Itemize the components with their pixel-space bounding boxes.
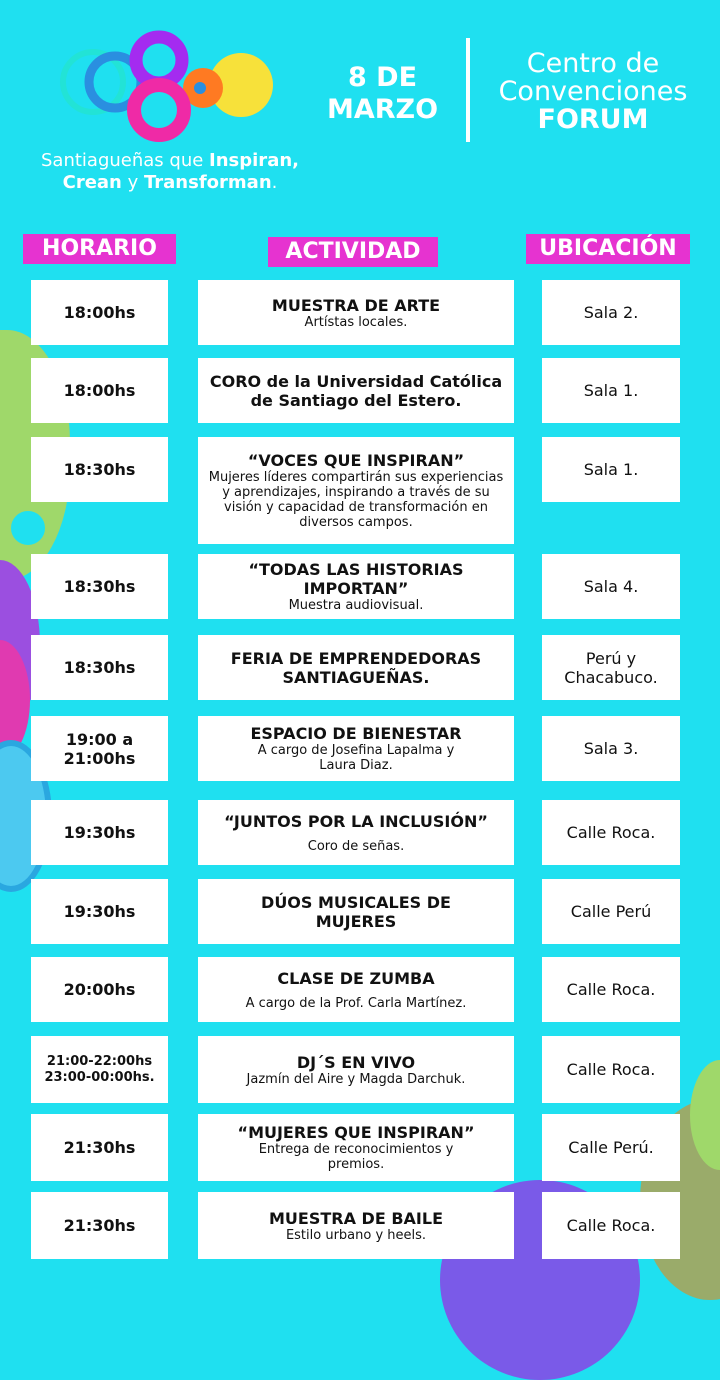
activity-title: CLASE DE ZUMBA <box>277 968 435 988</box>
schedule-activity <box>198 1036 514 1103</box>
activity-title: FERIA DE EMPRENDEDORAS SANTIAGUEÑAS. <box>230 648 482 687</box>
venue: Centro de Convenciones FORUM <box>498 48 688 135</box>
bg-circle-ring <box>5 505 51 551</box>
activity-title: ESPACIO DE BIENESTAR <box>250 724 462 743</box>
activity-subtitle: Mujeres líderes compartirán sus experiencias y aprendizajes, inspirando a través de su visión y capacidad de transformación en diversos campos. <box>208 470 504 530</box>
schedule-time <box>31 879 168 944</box>
tagline: Santiagueñas que Inspiran, Crean y Transforman. <box>41 150 299 193</box>
location-text: Calle Roca. <box>566 823 656 842</box>
location-text: Sala 3. <box>583 739 639 758</box>
schedule-location <box>542 879 680 944</box>
schedule-activity <box>198 800 514 865</box>
schedule-time-text: 18:00hs <box>63 381 136 400</box>
schedule-time-text: 21:00-22:00hs 23:00-00:00hs. <box>44 1053 155 1085</box>
schedule-time-text: 18:00hs <box>63 303 136 322</box>
location-text: Calle Perú. <box>568 1138 654 1157</box>
schedule-time <box>31 800 168 865</box>
schedule-activity <box>198 716 514 781</box>
location-text: Calle Roca. <box>566 1060 656 1079</box>
column-header-location: UBICACIÓN <box>526 234 690 264</box>
schedule-time <box>31 957 168 1022</box>
schedule-location <box>542 635 680 700</box>
schedule-location <box>542 1036 680 1103</box>
header-divider <box>466 38 470 142</box>
schedule-location <box>542 437 680 502</box>
schedule-time <box>31 554 168 619</box>
schedule-activity <box>198 1192 514 1259</box>
schedule-time <box>31 1192 168 1259</box>
location-text: Sala 2. <box>583 303 639 322</box>
schedule-activity <box>198 879 514 944</box>
activity-title: MUESTRA DE BAILE <box>269 1208 443 1228</box>
location-text: Calle Perú <box>570 902 652 921</box>
activity-subtitle: Entrega de reconocimientos y premios. <box>258 1142 454 1172</box>
schedule-location <box>542 1114 680 1181</box>
schedule-time-text: 19:30hs <box>63 823 136 842</box>
schedule-activity <box>198 957 514 1022</box>
schedule-location <box>542 1192 680 1259</box>
schedule-time-text: 18:30hs <box>63 460 136 479</box>
schedule-time <box>31 1114 168 1181</box>
activity-subtitle: Estilo urbano y heels. <box>285 1227 427 1243</box>
activity-title: “VOCES QUE INSPIRAN” <box>247 451 465 470</box>
schedule-time <box>31 437 168 502</box>
schedule-location <box>542 800 680 865</box>
schedule-activity <box>198 554 514 619</box>
schedule-time-text: 21:30hs <box>63 1138 136 1157</box>
schedule-time-text: 20:00hs <box>63 980 136 999</box>
schedule-time <box>31 635 168 700</box>
event-logo <box>55 30 285 150</box>
activity-title: DÚOS MUSICALES DE MUJERES <box>261 892 451 931</box>
location-text: Sala 1. <box>583 381 639 400</box>
location-text: Calle Roca. <box>566 980 656 999</box>
schedule-activity <box>198 1114 514 1181</box>
schedule-time-text: 19:30hs <box>63 902 136 921</box>
activity-subtitle: Jazmín del Aire y Magda Darchuk. <box>246 1071 466 1087</box>
activity-title: CORO de la Universidad Católica de Santiago del Estero. <box>209 371 503 410</box>
activity-subtitle: Artístas locales. <box>304 314 408 330</box>
activity-title: MUESTRA DE ARTE <box>271 295 441 315</box>
schedule-time <box>31 358 168 423</box>
activity-title: “JUNTOS POR LA INCLUSIÓN” <box>224 811 488 831</box>
event-date: 8 DE MARZO <box>326 62 439 125</box>
location-text: Sala 1. <box>583 460 639 479</box>
schedule-time-text: 18:30hs <box>63 658 136 677</box>
schedule-activity <box>198 635 514 700</box>
column-header-activity: ACTIVIDAD <box>268 237 438 267</box>
location-text: Calle Roca. <box>566 1216 656 1235</box>
activity-subtitle: Coro de señas. <box>307 838 405 854</box>
activity-title: DJ´S EN VIVO <box>296 1052 416 1072</box>
schedule-location <box>542 716 680 781</box>
schedule-location <box>542 554 680 619</box>
header <box>0 0 720 220</box>
schedule-activity <box>198 358 514 423</box>
location-text: Sala 4. <box>583 577 639 596</box>
schedule-time <box>31 280 168 345</box>
schedule-time-text: 18:30hs <box>63 577 136 596</box>
location-text: Perú y Chacabuco. <box>564 648 658 687</box>
activity-title: “TODAS LAS HISTORIAS IMPORTAN” <box>248 560 464 598</box>
activity-subtitle: A cargo de la Prof. Carla Martínez. <box>245 995 467 1011</box>
schedule-activity <box>198 280 514 345</box>
activity-subtitle: A cargo de Josefina Lapalma y Laura Diaz. <box>257 743 455 773</box>
schedule-time-text: 19:00 a 21:00hs <box>63 729 136 768</box>
schedule-time <box>31 1036 168 1103</box>
schedule-location <box>542 280 680 345</box>
column-header-time: HORARIO <box>23 234 176 264</box>
schedule-time <box>31 716 168 781</box>
schedule-location <box>542 358 680 423</box>
activity-subtitle: Muestra audiovisual. <box>288 598 424 613</box>
schedule-location <box>542 957 680 1022</box>
schedule-time-text: 21:30hs <box>63 1216 136 1235</box>
schedule-activity <box>198 437 514 544</box>
activity-title: “MUJERES QUE INSPIRAN” <box>237 1123 475 1142</box>
